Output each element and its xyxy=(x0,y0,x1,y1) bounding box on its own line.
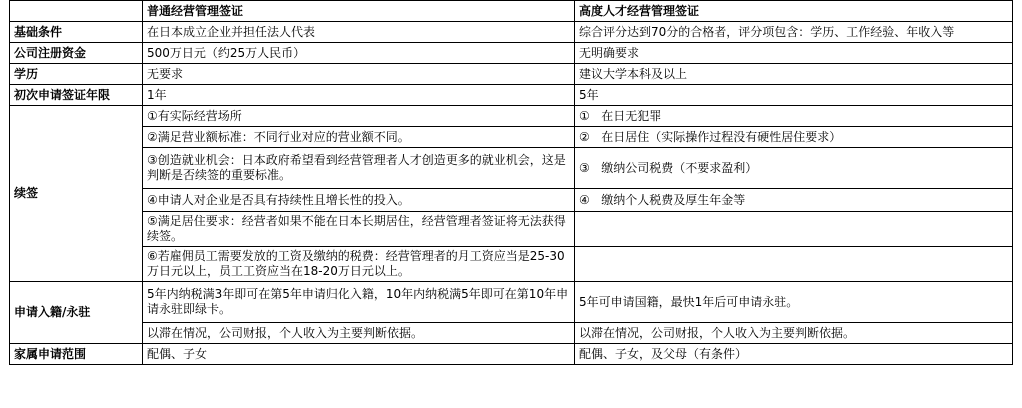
table-row-education xyxy=(10,64,1013,85)
header-normal-visa: 普通经营管理签证 xyxy=(143,1,575,22)
cell-capital-normal: 500万日元（约25万人民币） xyxy=(143,43,575,64)
cell-family-high: 配偶、子女，及父母（有条件） xyxy=(575,344,1013,365)
table-row-renewal-3 xyxy=(10,148,1013,189)
cell-basic-normal: 在日本成立企业并担任法人代表 xyxy=(143,22,575,43)
table-row-renewal-2 xyxy=(10,127,1013,148)
cell-renewal-high-1: ① 在日无犯罪 xyxy=(575,106,1013,127)
cell-first-term-high: 5年 xyxy=(575,85,1013,106)
row-label-renewal: 续签 xyxy=(10,106,143,282)
cell-renewal-normal-1: ①有实际经营场所 xyxy=(143,106,575,127)
cell-naturalization-normal-2: 以滞在情况，公司财报，个人收入为主要判断依据。 xyxy=(143,323,575,344)
cell-renewal-high-6 xyxy=(575,247,1013,282)
cell-naturalization-normal-1: 5年内纳税满3年即可在第5年申请归化入籍，10年内纳税满5年即可在第10年申请永驻即绿卡。 xyxy=(143,282,575,323)
cell-renewal-high-5 xyxy=(575,212,1013,247)
table-row-renewal-6 xyxy=(10,247,1013,282)
cell-renewal-normal-4: ④申请人对企业是否具有持续性且增长性的投入。 xyxy=(143,189,575,212)
cell-education-normal: 无要求 xyxy=(143,64,575,85)
row-label-basic: 基础条件 xyxy=(10,22,143,43)
table-row-basic xyxy=(10,22,1013,43)
cell-renewal-high-2: ② 在日居住（实际操作过程没有硬性居住要求） xyxy=(575,127,1013,148)
cell-education-high: 建议大学本科及以上 xyxy=(575,64,1013,85)
table-row-naturalization-2 xyxy=(10,323,1013,344)
cell-basic-high: 综合评分达到70分的合格者，评分项包含：学历、工作经验、年收入等 xyxy=(575,22,1013,43)
row-label-family: 家属申请范围 xyxy=(10,344,143,365)
table-row-family xyxy=(10,344,1013,365)
table-header-row xyxy=(10,1,1013,22)
cell-naturalization-high-1: 5年可申请国籍，最快1年后可申请永驻。 xyxy=(575,282,1013,323)
cell-renewal-high-3: ③ 缴纳公司税费（不要求盈利） xyxy=(575,148,1013,189)
table-row-renewal xyxy=(10,106,1013,127)
row-label-naturalization: 申请入籍/永驻 xyxy=(10,282,143,344)
row-label-capital: 公司注册资金 xyxy=(10,43,143,64)
header-corner-cell xyxy=(10,1,143,22)
header-high-talent-visa: 高度人才经营管理签证 xyxy=(575,1,1013,22)
cell-renewal-normal-5: ⑤满足居住要求：经营者如果不能在日本长期居住，经营管理者签证将无法获得续签。 xyxy=(143,212,575,247)
cell-renewal-normal-3: ③创造就业机会：日本政府希望看到经营管理者人才创造更多的就业机会，这是判断是否续签的重要标准。 xyxy=(143,148,575,189)
cell-naturalization-high-2: 以滞在情况，公司财报，个人收入为主要判断依据。 xyxy=(575,323,1013,344)
cell-renewal-normal-2: ②满足营业额标准：不同行业对应的营业额不同。 xyxy=(143,127,575,148)
cell-capital-high: 无明确要求 xyxy=(575,43,1013,64)
cell-renewal-high-4: ④ 缴纳个人税费及厚生年金等 xyxy=(575,189,1013,212)
table-row-first-term xyxy=(10,85,1013,106)
cell-family-normal: 配偶、子女 xyxy=(143,344,575,365)
row-label-first-term: 初次申请签证年限 xyxy=(10,85,143,106)
visa-comparison-table xyxy=(9,0,1013,365)
cell-renewal-normal-6: ⑥若雇佣员工需要发放的工资及缴纳的税费：经营管理者的月工资应当是25-30万日元以上，员工工资应当在18-20万日元以上。 xyxy=(143,247,575,282)
visa-comparison-container xyxy=(9,0,1013,365)
table-row-renewal-5 xyxy=(10,212,1013,247)
table-row-capital xyxy=(10,43,1013,64)
cell-first-term-normal: 1年 xyxy=(143,85,575,106)
table-row-naturalization xyxy=(10,282,1013,323)
row-label-education: 学历 xyxy=(10,64,143,85)
table-row-renewal-4 xyxy=(10,189,1013,212)
